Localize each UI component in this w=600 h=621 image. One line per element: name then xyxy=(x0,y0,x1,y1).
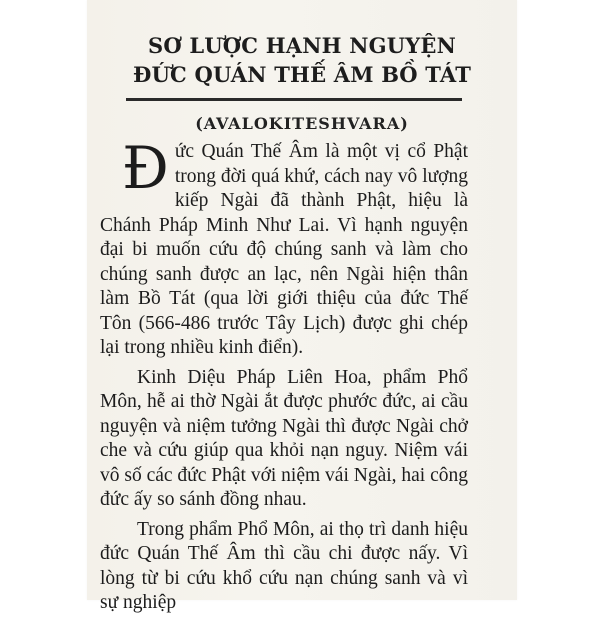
paragraph-3: Trong phẩm Phổ Môn, ai thọ trì danh hiệu đức Quán Thế Âm thì cầu chi được nấy. Vì lòng từ bi cứu khổ cứu nạn chúng sanh và vì sự nghiệp xyxy=(100,518,468,613)
paragraph-1-text: ức Quán Thế Âm là một vị cổ Phật trong đời quá khứ, cách nay vô lượng kiếp Ngài đã thành Phật, hiệu là Chánh Pháp Minh Như Lai. Vì hạnh nguyện đại bi muốn cứu độ chúng sanh và làm cho chúng sanh được an lạc, nên Ngài hiện thân làm Bồ Tát (qua lời giới thiệu của đức Thế Tôn (566-486 trước Tây Lịch) được ghi chép lại trong nhiều kinh điển). xyxy=(100,141,468,358)
title-divider xyxy=(126,98,462,101)
chapter-subtitle: (AVALOKITESHVARA) xyxy=(195,114,409,133)
paragraph-1 xyxy=(100,134,468,361)
chapter-title-line-2: ĐỨC QUÁN THẾ ÂM BỒ TÁT xyxy=(132,62,472,87)
chapter-title-line-1: SƠ LƯỢC HẠNH NGUYỆN xyxy=(147,33,457,58)
drop-cap: Đ xyxy=(122,134,169,202)
book-page xyxy=(87,0,517,613)
paragraph-2: Kinh Diệu Pháp Liên Hoa, phẩm Phổ Môn, hễ ai thờ Ngài ắt được phước đức, ai cầu nguyện và niệm tưởng Ngài thì được Ngài chở che và cứu giúp qua khỏi nạn nguy. Niệm vái vô số các đức Phật với niệm vái Ngài, hai công đức ấy so sánh đồng nhau. xyxy=(100,366,468,510)
body-text xyxy=(100,134,468,621)
